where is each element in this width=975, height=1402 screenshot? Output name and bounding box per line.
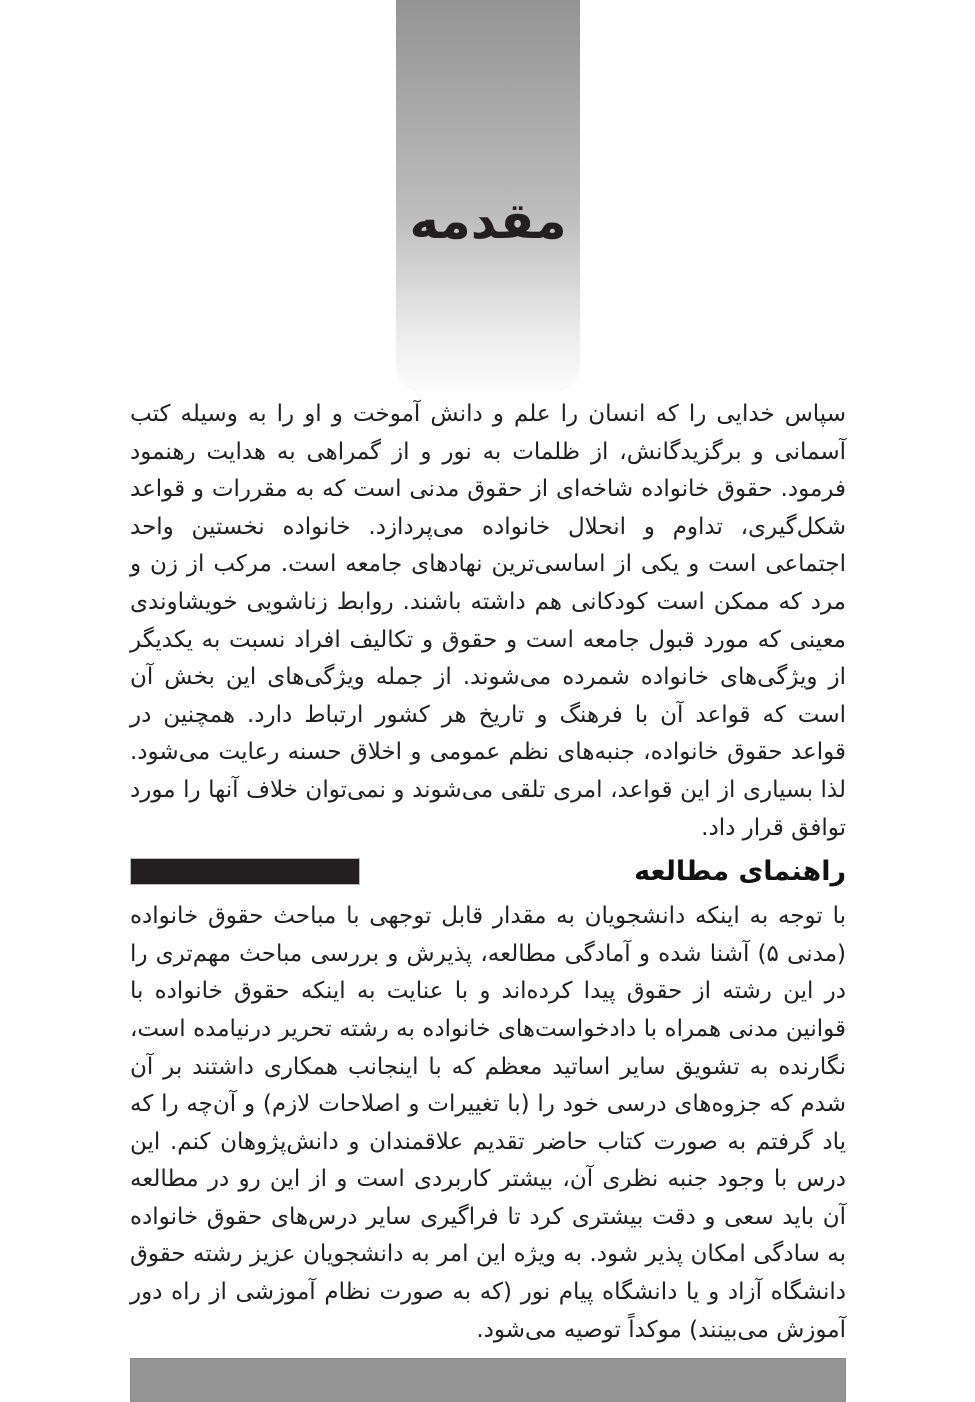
chapter-title: مقدمه <box>409 192 567 250</box>
section-heading: راهنمای مطالعه <box>634 855 846 887</box>
footer-decoration-bar <box>130 1358 846 1402</box>
heading-decoration-bar <box>130 858 360 885</box>
study-guide-paragraph: با توجه به اینکه دانشجویان به مقدار قابل توجهی با مباحث حقوق خانواده (مدنی ۵) آشنا شده و آمادگی مطالعه، پذیرش و بررسی مباحث مهم‌تری را در این رشته از حقوق پیدا کرده‌اند و با عنایت به اینکه حقوق خانواده با قوانین مدنی همراه با دادخواست‌های خانواده به رشته تحریر درنیامده است، نگارنده به تشویق سایر اساتید معظم که با اینجانب همکاری داشتند بر آن شدم که جزوه‌های درسی خود را (با تغییرات و اصلاحات لازم) و آن‌چه را که یاد گرفتم به صورت کتاب حاضر تقدیم علاقمندان و دانش‌پژوهان کنم. این درس با وجود جنبه نظری آن، بیشتر کاربردی است و از این رو در مطالعه آن باید سعی و دقت بیشتری کرد تا فراگیری سایر درس‌های حقوق خانواده به سادگی امکان پذیر شود. به ویژه این امر به دانشجویان عزیز رشته حقوق دانشگاه آزاد و یا دانشگاه پیام نور (که به صورت نظام آموزشی از راه دور آموزش می‌بینند) موکداً توصیه می‌شود. <box>130 903 846 1343</box>
intro-paragraph: سپاس خدایی را که انسان را علم و دانش آموخت و او را به وسیله کتب آسمانی و برگزیدگانش، از ظلمات به نور و از گمراهی به هدایت رهنمود فرمود. حقوق خانواده شاخه‌ای از حقوق مدنی است که به مقررات و قواعد شکل‌گیری، تداوم و انحلال خانواده می‌پردازد. خانواده نخستین واحد اجتماعی است و یکی از اساسی‌ترین نهادهای جامعه است. مرکب از زن و مرد که ممکن است کودکانی هم داشته باشند. روابط زناشویی خویشاوندی معینی که مورد قبول جامعه است و حقوق و تکالیف افراد نسبت به یکدیگر از ویژگی‌های خانواده شمرده می‌شوند. از جمله ویژگی‌های این بخش آن است که قواعد آن با فرهنگ و تاریخ هر کشور ارتباط دارد. همچنین در قواعد حقوق خانواده، جنبه‌های نظم عمومی و اخلاق حسنه رعایت می‌شود. لذا بسیاری از این قواعد، امری تلقی می‌شوند و نمی‌توان خلاف آنها را مورد توافق قرار داد. <box>130 401 846 841</box>
chapter-banner <box>396 0 580 392</box>
page-content <box>130 396 846 1402</box>
section-heading-row <box>130 854 846 888</box>
